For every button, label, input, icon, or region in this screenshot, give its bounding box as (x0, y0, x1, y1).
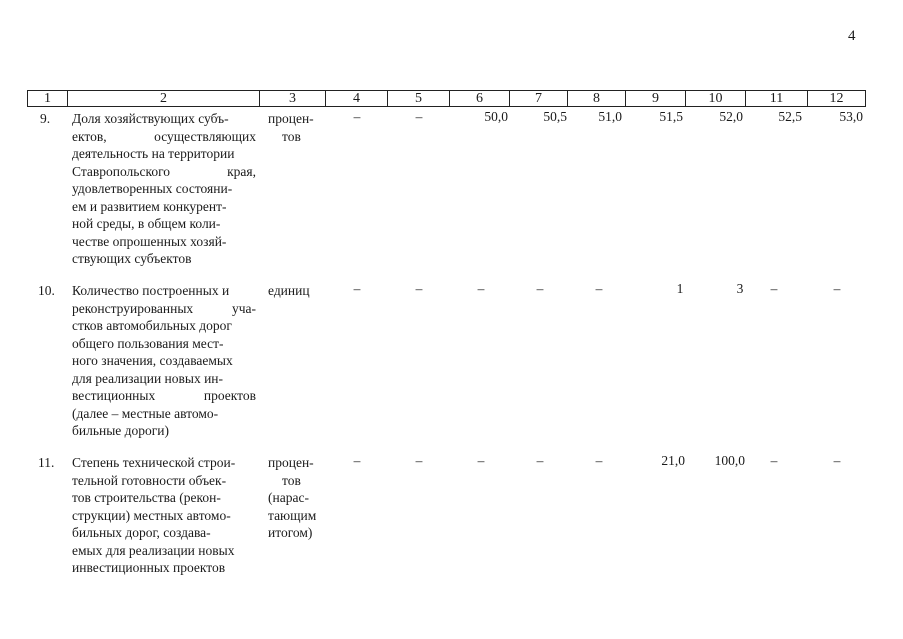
name-line: общего пользования мест- (72, 335, 224, 351)
value-col-9: 1 (676, 281, 684, 296)
unit-line: тающим (268, 507, 317, 523)
value-col-7: – (536, 453, 544, 468)
value-col-6: – (477, 453, 485, 468)
name-line: тов строительства (рекон- (72, 490, 221, 505)
page-number: 4 (848, 28, 856, 44)
name-line: тельной готовности объек- (72, 472, 227, 488)
unit-of-measure (268, 282, 330, 300)
value-col-5: – (415, 281, 423, 296)
value-col-5: – (415, 109, 423, 124)
value-col-11: 52,5 (778, 109, 802, 124)
header-col-6: 6 (450, 91, 510, 106)
unit-line: процен- (268, 455, 314, 470)
name-line: честве опрошенных хозяй- (72, 233, 227, 249)
value-col-8: – (595, 281, 603, 296)
name-line: ного значения, создаваемых (72, 353, 233, 368)
header-col-8: 8 (568, 91, 626, 106)
header-col-12: 12 (829, 91, 844, 106)
header-col-5: 5 (388, 91, 450, 106)
row-number: 11. (38, 455, 55, 470)
name-line: ной среды, в общем коли- (72, 216, 221, 231)
header-col-7: 7 (510, 91, 568, 106)
value-col-10: 3 (736, 281, 744, 296)
name-line: инвестиционных проектов (72, 560, 226, 575)
name-line: ствующих субъектов (72, 251, 192, 266)
name-line: стков автомобильных дорог (72, 318, 232, 333)
name-line: Ставропольского края, (72, 163, 256, 179)
name-line: вестиционных проектов (72, 388, 256, 403)
name-line: Степень технической строи- (72, 455, 236, 470)
name-line: ектов, осуществляющих (72, 128, 256, 144)
value-col-7: – (536, 281, 544, 296)
header-col-9: 9 (626, 91, 686, 106)
indicator-name (72, 282, 256, 440)
value-col-6: – (477, 281, 485, 296)
value-col-12: – (833, 453, 841, 468)
row-number: 9. (40, 111, 51, 126)
name-line: ем и развитием конкурент- (72, 198, 227, 214)
value-col-11: – (770, 281, 778, 296)
row-number: 10. (38, 283, 55, 298)
value-col-8: 51,0 (598, 109, 622, 124)
header-col-1: 1 (28, 91, 68, 106)
value-col-9: 21,0 (661, 453, 685, 468)
value-col-5: – (415, 453, 423, 468)
header-col-11: 11 (746, 91, 808, 106)
name-line: деятельность на территории (72, 146, 235, 161)
unit-of-measure (268, 110, 330, 145)
value-col-9: 51,5 (659, 109, 683, 124)
indicator-name (72, 110, 256, 268)
value-col-10: 52,0 (719, 109, 743, 124)
name-line: емых для реализации новых (72, 542, 235, 558)
value-col-4: – (353, 109, 361, 124)
value-col-11: – (770, 453, 778, 468)
value-col-4: – (353, 453, 361, 468)
name-line: бильных дорог, создава- (72, 525, 211, 540)
table-header (27, 90, 866, 107)
value-col-12: – (833, 281, 841, 296)
value-col-6: 50,0 (484, 109, 508, 124)
unit-line: (нарас- (268, 490, 309, 505)
indicator-name (72, 454, 256, 577)
value-col-12: 53,0 (839, 109, 863, 124)
name-line: для реализации новых ин- (72, 370, 224, 386)
value-col-4: – (353, 281, 361, 296)
unit-line: единиц (268, 283, 310, 298)
value-col-8: – (595, 453, 603, 468)
name-line: бильные дороги) (72, 423, 170, 438)
header-col-3: 3 (260, 91, 326, 106)
value-col-7: 50,5 (543, 109, 567, 124)
header-col-4: 4 (326, 91, 388, 106)
name-line: реконструированных уча- (72, 300, 256, 316)
name-line: (далее – местные автомо- (72, 405, 219, 421)
name-line: Количество построенных и (72, 283, 230, 298)
unit-line: тов (282, 472, 301, 488)
header-col-2: 2 (68, 91, 260, 106)
unit-line: процен- (268, 111, 314, 126)
value-col-10: 100,0 (714, 453, 745, 468)
unit-of-measure (268, 454, 330, 542)
name-line: Доля хозяйствующих субъ- (72, 111, 229, 126)
name-line: струкции) местных автомо- (72, 507, 231, 523)
name-line: удовлетворенных состояни- (72, 181, 233, 196)
header-col-10: 10 (686, 91, 746, 106)
unit-line: итогом) (268, 525, 313, 540)
unit-line: тов (282, 128, 301, 144)
